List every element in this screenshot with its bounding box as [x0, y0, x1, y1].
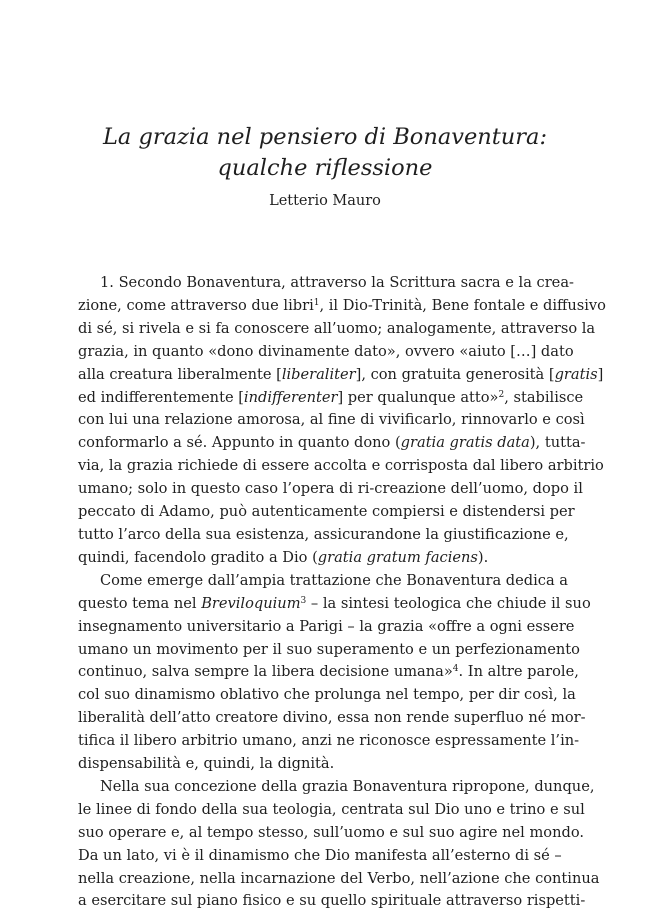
text-line: tutto l’arco della sua esistenza, assicurandone la giustificazione e,: [78, 525, 569, 543]
text-line: Nella sua concezione della grazia Bonaventura ripropone, dunque,: [100, 777, 595, 795]
text-line: di sé, si rivela e si fa conoscere all’uomo; analogamente, attraverso la: [78, 319, 596, 337]
text-line: con lui una relazione amorosa, al fine di vivificarlo, rinnovarlo e così: [78, 411, 585, 429]
title-line-2: qualche riflessione: [217, 155, 433, 181]
paragraph: [78, 272, 606, 570]
italic-term: Breviloquium: [201, 594, 301, 612]
italic-term: gratia gratis data: [400, 434, 530, 452]
paragraph: [78, 570, 591, 776]
text-line: 1. Secondo Bonaventura, attraverso la Scrittura sacra e la crea-: [100, 274, 574, 291]
text-line: Come emerge dall’ampia trattazione che Bonaventura dedica a: [100, 571, 568, 589]
text-line: liberalità dell’atto creatore divino, essa non rende superfluo né mor-: [78, 709, 586, 727]
title-line-1: La grazia nel pensiero di Bonaventura:: [102, 124, 548, 150]
text-line: le linee di fondo della sua teologia, centrata sul Dio uno e trino e sul: [78, 800, 585, 818]
author-name: Letterio Mauro: [269, 193, 381, 209]
italic-term: gratis: [554, 365, 598, 383]
italic-term: liberaliter: [281, 365, 356, 383]
text-line: Da un lato, vi è il dinamismo che Dio manifesta all’esterno di sé –: [78, 846, 562, 864]
text-line: grazia, in quanto «dono divinamente dato», ovvero «aiuto […] dato: [78, 342, 574, 360]
text-line: continuo, salva sempre la libera decisione umana»$^4$. In altre parole,: [78, 663, 579, 681]
paper-title: [0, 122, 650, 184]
footnote-marker: 4: [452, 664, 459, 675]
text-line: tifica il libero arbitrio umano, anzi ne riconosce espressamente l’in-: [78, 732, 580, 750]
text-line: ed indifferentemente [indifferenter] per qualunque atto»$^2$, stabilisce: [78, 388, 584, 406]
footnote-marker: 2: [498, 389, 505, 400]
footnote-marker: 1: [313, 297, 320, 308]
body-text: [78, 272, 606, 913]
text-line: umano; solo in questo caso l’opera di ri-creazione dell’uomo, dopo il: [78, 480, 583, 498]
text-line: a esercitare sul piano fisico e su quello spirituale attraverso rispetti-: [78, 892, 586, 910]
text-line: col suo dinamismo oblativo che prolunga nel tempo, per dir così, la: [78, 686, 576, 704]
text-line: via, la grazia richiede di essere accolta e corrisposta dal libero arbitrio: [78, 457, 604, 475]
text-line: conformarlo a sé. Appunto in quanto dono (gratia gratis data), tutta-: [78, 434, 586, 452]
text-line: alla creatura liberalmente [liberaliter], con gratuita generosità [gratis]: [78, 365, 604, 383]
text-line: zione, come attraverso due libri$^1$, il Dio-Trinità, Bene fontale e diffusivo: [78, 296, 606, 314]
paragraph: [78, 776, 600, 913]
footnote-marker: 3: [300, 595, 307, 606]
text-line: insegnamento universitario a Parigi – la grazia «offre a ogni essere: [78, 617, 575, 635]
italic-term: indifferenter: [243, 388, 338, 406]
text-line: quindi, facendolo gradito a Dio (gratia gratum faciens).: [78, 548, 489, 566]
text-line: nella creazione, nella incarnazione del Verbo, nell’azione che continua: [78, 869, 600, 887]
text-line: dispensabilità e, quindi, la dignità.: [78, 755, 335, 773]
text-line: suo operare e, al tempo stesso, sull’uomo e sul suo agire nel mondo.: [78, 823, 584, 841]
text-line: peccato di Adamo, può autenticamente compiersi e distendersi per: [78, 503, 575, 521]
text-line: umano un movimento per il suo superamento e un perfezionamento: [78, 640, 580, 658]
text-line: questo tema nel Breviloquium$^3$ – la sintesi teologica che chiude il suo: [78, 594, 591, 612]
italic-term: gratia gratum faciens: [317, 548, 478, 566]
